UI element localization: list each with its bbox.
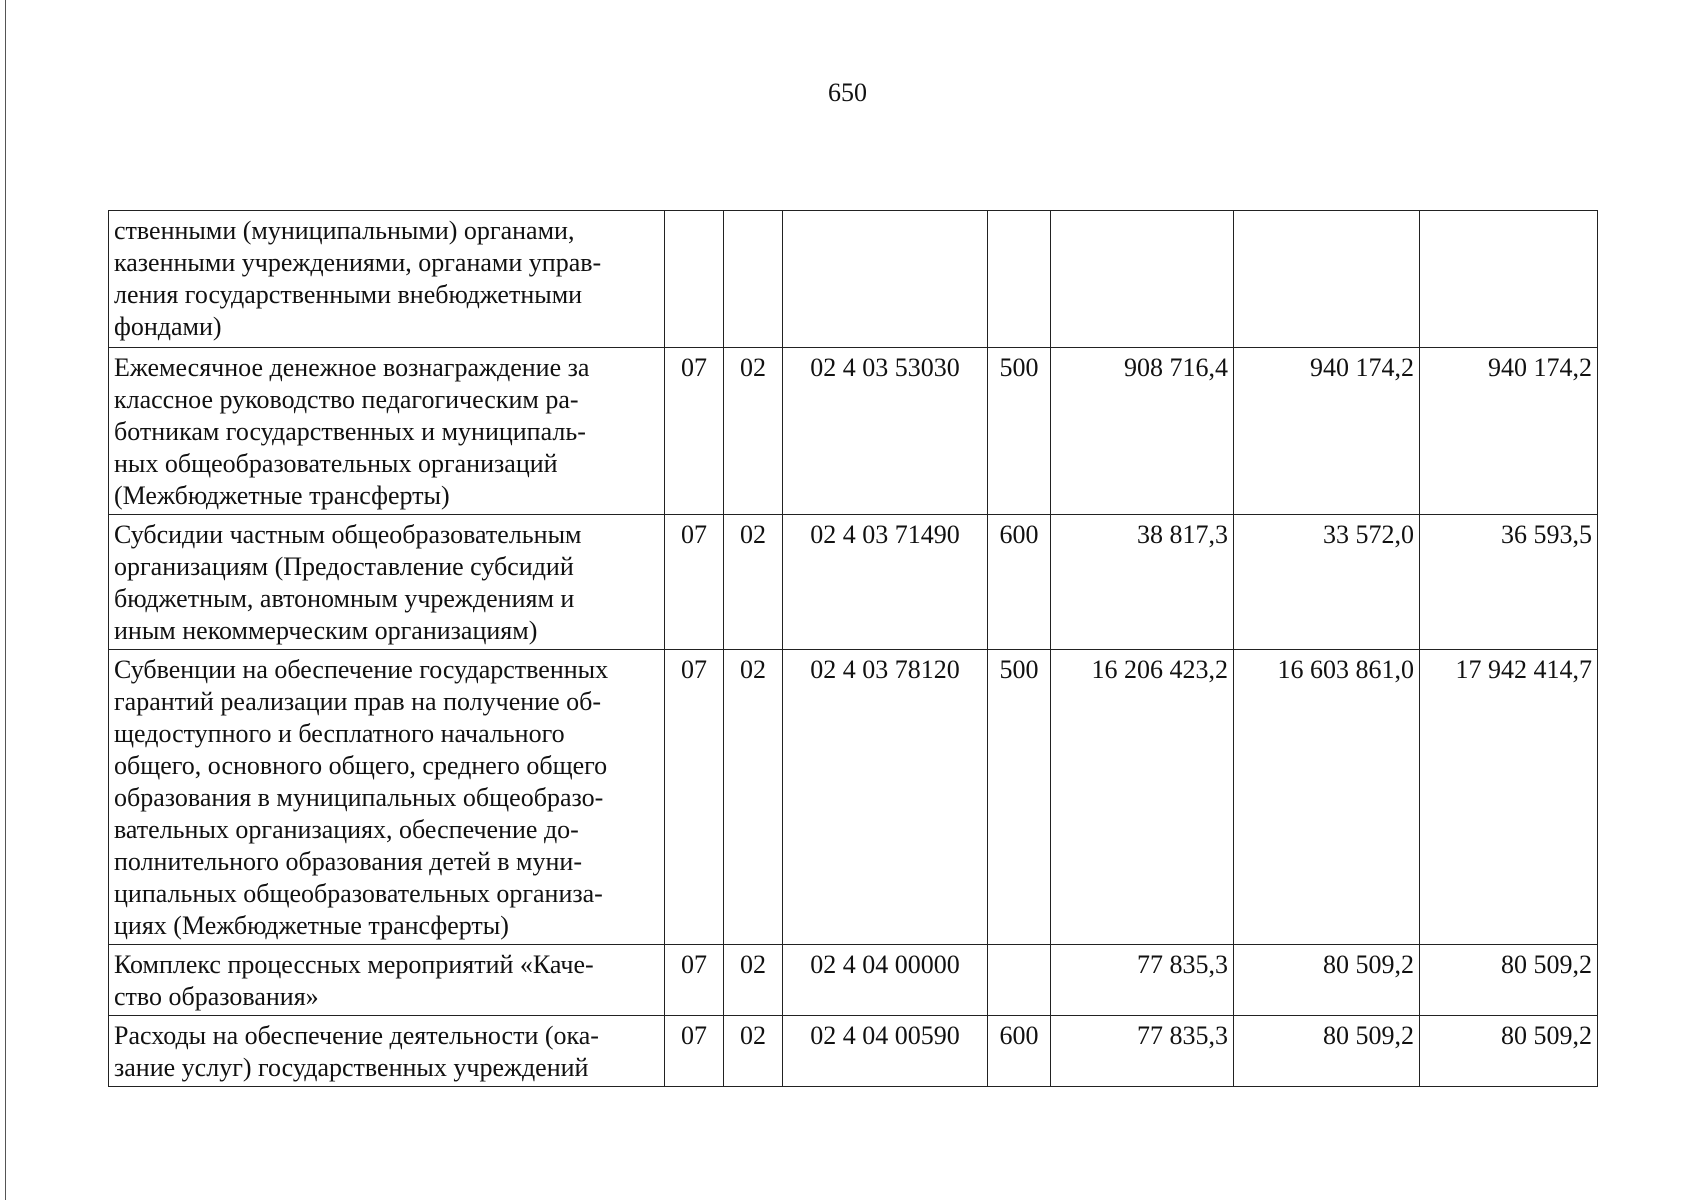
amount-year-1-cell: 908 716,4 (1051, 348, 1234, 515)
description-line: Комплекс процессных мероприятий «Каче- (114, 950, 594, 979)
amount-year-1-cell: 77 835,3 (1051, 1016, 1234, 1087)
amount-year-3-cell: 80 509,2 (1420, 945, 1598, 1016)
amount-year-2-cell (1234, 211, 1420, 348)
budget-table (108, 210, 1598, 1087)
description-line: ственными (муниципальными) органами, (114, 216, 575, 245)
amount-year-3-cell: 940 174,2 (1420, 348, 1598, 515)
expense-type-cell: 500 (988, 348, 1051, 515)
description-line: Ежемесячное денежное вознаграждение за (114, 353, 590, 382)
expense-type-cell (988, 945, 1051, 1016)
target-article-cell: 02 4 03 53030 (783, 348, 988, 515)
description-line: ципальных общеобразовательных организа- (114, 879, 603, 908)
description-line: Расходы на обеспечение деятельности (ока- (114, 1021, 599, 1050)
description-cell (109, 945, 665, 1016)
description-line: общего, основного общего, среднего общего (114, 751, 608, 780)
table-row (109, 945, 1598, 1016)
amount-year-2-cell: 940 174,2 (1234, 348, 1420, 515)
table-body (109, 211, 1598, 1087)
description-line: (Межбюджетные трансферты) (114, 481, 450, 510)
target-article-cell: 02 4 04 00000 (783, 945, 988, 1016)
section-cell: 07 (665, 650, 724, 945)
section-cell: 07 (665, 1016, 724, 1087)
amount-year-2-cell: 16 603 861,0 (1234, 650, 1420, 945)
section-cell: 07 (665, 945, 724, 1016)
description-line: вательных организациях, обеспечение до- (114, 815, 579, 844)
target-article-cell (783, 211, 988, 348)
subsection-cell (724, 211, 783, 348)
expense-type-cell: 600 (988, 1016, 1051, 1087)
table-row (109, 1016, 1598, 1087)
description-cell (109, 348, 665, 515)
target-article-cell: 02 4 04 00590 (783, 1016, 988, 1087)
amount-year-1-cell: 77 835,3 (1051, 945, 1234, 1016)
subsection-cell: 02 (724, 515, 783, 650)
target-article-cell: 02 4 03 78120 (783, 650, 988, 945)
description-line: фондами) (114, 312, 222, 341)
description-line: зание услуг) государственных учреждений (114, 1053, 589, 1082)
description-line: казенными учреждениями, органами управ- (114, 248, 602, 277)
subsection-cell: 02 (724, 348, 783, 515)
table-row (109, 348, 1598, 515)
description-cell (109, 1016, 665, 1087)
section-cell: 07 (665, 348, 724, 515)
description-line: иным некоммерческим организациям) (114, 616, 538, 645)
description-line: гарантий реализации прав на получение об- (114, 687, 602, 716)
amount-year-1-cell: 38 817,3 (1051, 515, 1234, 650)
amount-year-3-cell: 36 593,5 (1420, 515, 1598, 650)
description-line: бюджетным, автономным учреждениям и (114, 584, 575, 613)
amount-year-3-cell (1420, 211, 1598, 348)
description-line: организациям (Предоставление субсидий (114, 552, 574, 581)
description-line: циях (Межбюджетные трансферты) (114, 911, 509, 940)
section-cell (665, 211, 724, 348)
page-edge-line (5, 0, 6, 1200)
description-cell (109, 515, 665, 650)
amount-year-3-cell: 17 942 414,7 (1420, 650, 1598, 945)
page-number: 650 (828, 78, 867, 107)
description-line: ство образования» (114, 982, 319, 1011)
amount-year-1-cell (1051, 211, 1234, 348)
description-line: Субвенции на обеспечение государственных (114, 655, 609, 684)
expense-type-cell (988, 211, 1051, 348)
expense-type-cell: 500 (988, 650, 1051, 945)
table-row (109, 515, 1598, 650)
amount-year-2-cell: 80 509,2 (1234, 1016, 1420, 1087)
section-cell: 07 (665, 515, 724, 650)
description-line: классное руководство педагогическим ра- (114, 385, 579, 414)
amount-year-2-cell: 80 509,2 (1234, 945, 1420, 1016)
amount-year-1-cell: 16 206 423,2 (1051, 650, 1234, 945)
target-article-cell: 02 4 03 71490 (783, 515, 988, 650)
description-cell (109, 650, 665, 945)
table-row (109, 211, 1598, 348)
table-row (109, 650, 1598, 945)
expense-type-cell: 600 (988, 515, 1051, 650)
subsection-cell: 02 (724, 1016, 783, 1087)
subsection-cell: 02 (724, 945, 783, 1016)
description-line: Субсидии частным общеобразовательным (114, 520, 582, 549)
description-cell (109, 211, 665, 348)
description-line: полнительного образования детей в муни- (114, 847, 582, 876)
amount-year-3-cell: 80 509,2 (1420, 1016, 1598, 1087)
description-line: образования в муниципальных общеобразо- (114, 783, 604, 812)
description-line: ных общеобразовательных организаций (114, 449, 558, 478)
subsection-cell: 02 (724, 650, 783, 945)
amount-year-2-cell: 33 572,0 (1234, 515, 1420, 650)
description-line: ления государственными внебюджетными (114, 280, 583, 309)
description-line: ботникам государственных и муниципаль- (114, 417, 586, 446)
description-line: щедоступного и бесплатного начального (114, 719, 565, 748)
